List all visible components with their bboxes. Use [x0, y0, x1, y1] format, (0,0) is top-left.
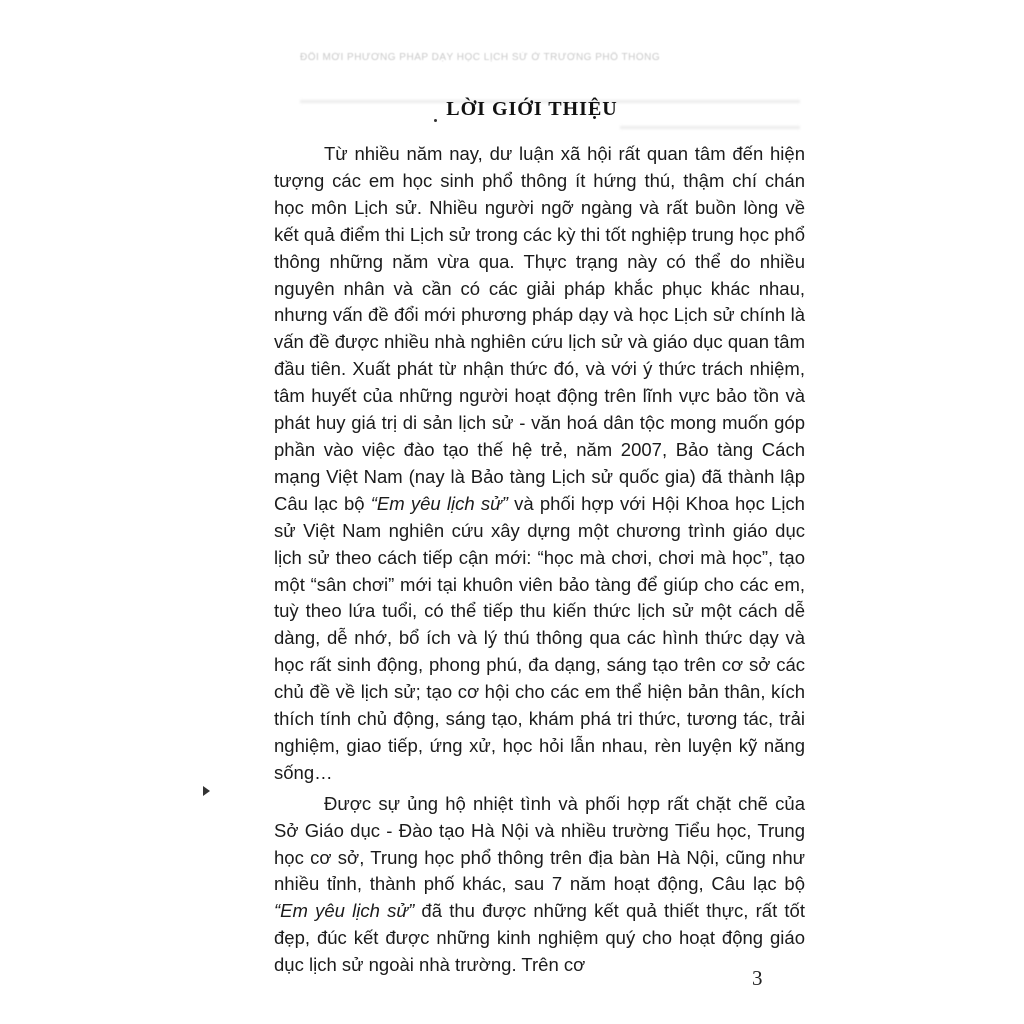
paragraph-2: [274, 791, 805, 979]
club-name-italic: “Em yêu lịch sử”: [370, 492, 508, 514]
club-name-italic: “Em yêu lịch sử”: [274, 900, 415, 922]
paragraph-text: Được sự ủng hộ nhiệt tình và phối hợp rất chặt chẽ của Sở Giáo dục - Đào tạo Hà Nội và nhiều trường Tiểu học, Trung học cơ sở, Trung học phổ thông trên địa bàn Hà Nội, cũng như nhiều tỉnh, thành phố khác, sau 7 năm hoạt động, Câu lạc bộ: [274, 792, 805, 895]
paragraph-text: và phối hợp với Hội Khoa học Lịch sử Việt Nam nghiên cứu xây dựng một chương trình giáo dục lịch sử theo cách tiếp cận mới: “học mà chơi, chơi mà học”, tạo một “sân chơi” mới tại khuôn viên bảo tàng để giúp cho các em, tuỳ theo lứa tuổi, có thể tiếp thu kiến thức lịch sử một cách dễ dàng, dễ nhớ, bổ ích và lý thú thông qua các hình thức dạy và học rất sinh động, phong phú, đa dạng, sáng tạo trên cơ sở các chủ đề về lịch sử; tạo cơ hội cho các em thể hiện bản thân, kích thích tính chủ động, sáng tạo, khám phá tri thức, tương tác, trải nghiệm, giao tiếp, ứng xử, học hỏi lẫn nhau, rèn luyện kỹ năng sống…: [274, 492, 805, 783]
paragraph-text: đã thu được những kết quả thiết thực, rất tốt đẹp, đúc kết được những kinh nghiệm quý cho hoạt động giáo dục lịch sử ngoài nhà trường. Trên cơ: [274, 900, 805, 976]
bleed-through-line: [620, 126, 800, 129]
body-text: [274, 141, 805, 979]
paragraph-1: [274, 141, 805, 787]
margin-mark: [203, 786, 210, 796]
page-number: 3: [752, 966, 763, 990]
page-title: LỜI GIỚI THIỆU: [446, 98, 618, 120]
bleed-through-header: ĐỔI MỚI PHƯƠNG PHÁP DẠY HỌC LỊCH SỬ Ở TRƯỜNG PHỔ THÔNG: [300, 52, 661, 63]
paragraph-text: Từ nhiều năm nay, dư luận xã hội rất quan tâm đến hiện tượng các em học sinh phổ thông ít hứng thú, thậm chí chán học môn Lịch sử. Nhiều người ngỡ ngàng và rất buồn lòng về kết quả điểm thi Lịch sử trong các kỳ thi tốt nghiệp trung học phổ thông những năm vừa qua. Thực trạng này có thể do nhiều nguyên nhân và cần có các giải pháp khắc phục khác nhau, nhưng vấn đề đổi mới phương pháp dạy và học Lịch sử chính là vấn đề được nhiều nhà nghiên cứu lịch sử và giáo dục quan tâm đầu tiên. Xuất phát từ nhận thức đó, và với ý thức trách nhiệm, tâm huyết của những người hoạt động trên lĩnh vực bảo tồn và phát huy giá trị di sản lịch sử - văn hoá dân tộc mong muốn góp phần vào việc đào tạo thế hệ trẻ, năm 2007, Bảo tàng Cách mạng Việt Nam (nay là Bảo tàng Lịch sử quốc gia) đã thành lập Câu lạc bộ: [274, 143, 805, 514]
